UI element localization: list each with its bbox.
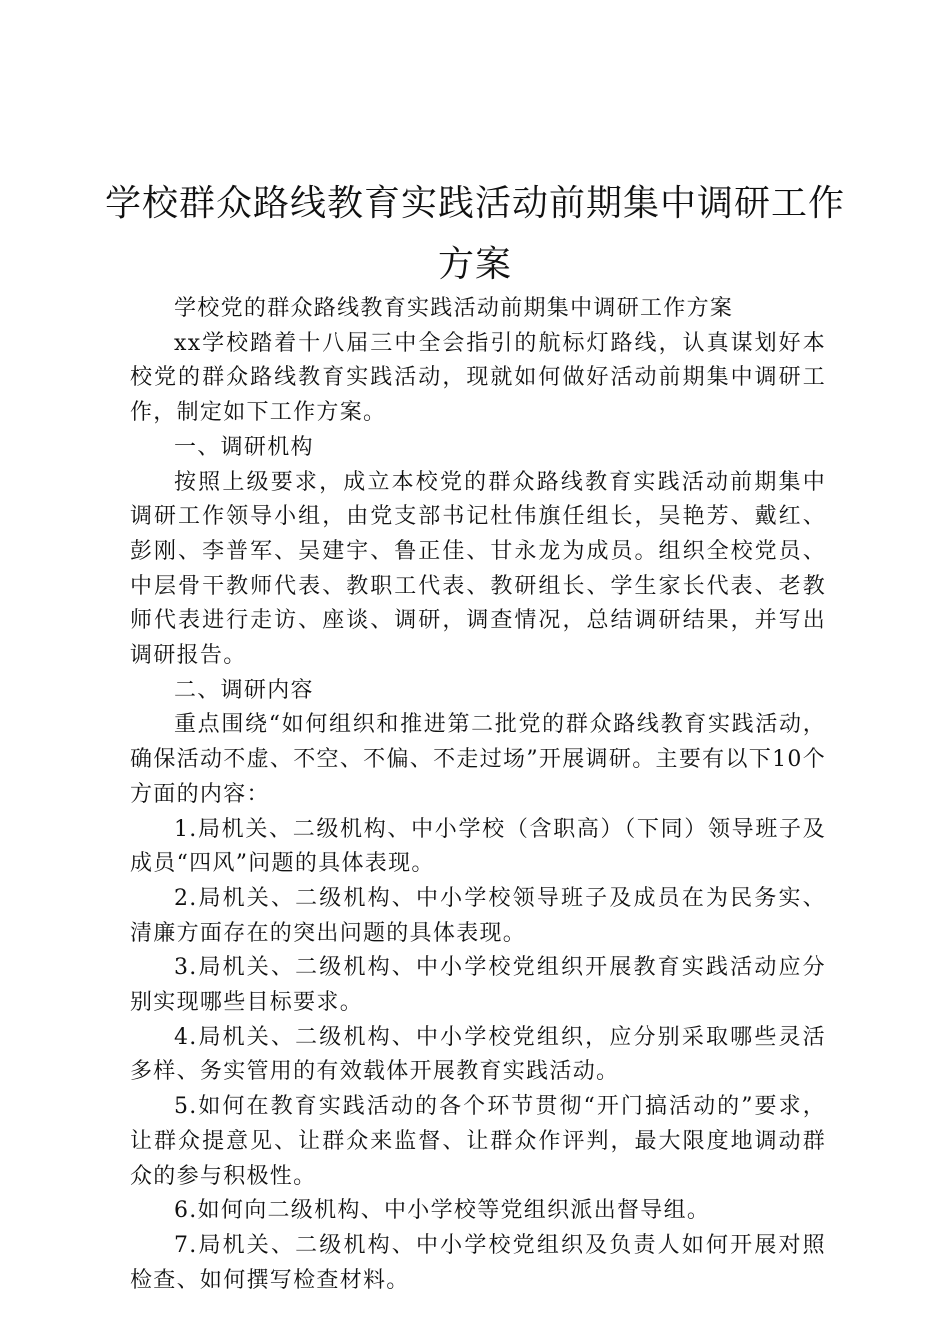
- section-heading-content: 二、调研内容: [174, 677, 314, 703]
- list-item-3: 3.局机关、二级机构、中小学校党组织开展教育实践活动应分别实现哪些目标要求。: [130, 955, 826, 1016]
- list-item-4: 4.局机关、二级机构、中小学校党组织，应分别采取哪些灵活多样、务实管用的有效载体开展教育实践活动。: [130, 1024, 826, 1085]
- list-item-2: 2.局机关、二级机构、中小学校领导班子及成员在为民务实、清廉方面存在的突出问题的具体表现。: [130, 885, 826, 946]
- document-title-line-2: 方案: [437, 244, 512, 285]
- paragraph-subtitle: 学校党的群众路线教育实践活动前期集中调研工作方案: [174, 296, 734, 321]
- list-item-1: 1.局机关、二级机构、中小学校（含职高）（下同）领导班子及成员“四风”问题的具体表现。: [130, 816, 826, 877]
- list-item-5: 5.如何在教育实践活动的各个环节贯彻“开门搞活动的”要求，让群众提意见、让群众来监督、让群众作评判，最大限度地调动群众的参与积极性。: [130, 1094, 826, 1189]
- document-title-line-1: 学校群众路线教育实践活动前期集中调研工作: [104, 183, 845, 224]
- list-item-7: 7.局机关、二级机构、中小学校党组织及负责人如何开展对照检查、如何撰写检查材料。: [130, 1232, 826, 1293]
- section-heading-organization: 一、调研机构: [174, 434, 314, 460]
- paragraph-organization: 按照上级要求，成立本校党的群众路线教育实践活动前期集中调研工作领导小组，由党支部书记杜伟旗任组长，吴艳芳、戴红、彭刚、李普军、吴建宇、鲁正佳、甘永龙为成员。组织全校党员、中层骨干教师代表、教职工代表、教研组长、学生家长代表、老教师代表进行走访、座谈、调研，调查情况，总结调研结果，并写出调研报告。: [130, 469, 826, 669]
- document-body: [130, 292, 826, 1298]
- list-item-6: 6.如何向二级机构、中小学校等党组织派出督导组。: [174, 1198, 711, 1224]
- paragraph-intro: xx学校踏着十八届三中全会指引的航标灯路线，认真谋划好本校党的群众路线教育实践活动，现就如何做好活动前期集中调研工作，制定如下工作方案。: [130, 330, 826, 426]
- paragraph-content-intro: 重点围绕“如何组织和推进第二批党的群众路线教育实践活动，确保活动不虚、不空、不偏、不走过场”开展调研。主要有以下10个方面的内容：: [130, 712, 826, 807]
